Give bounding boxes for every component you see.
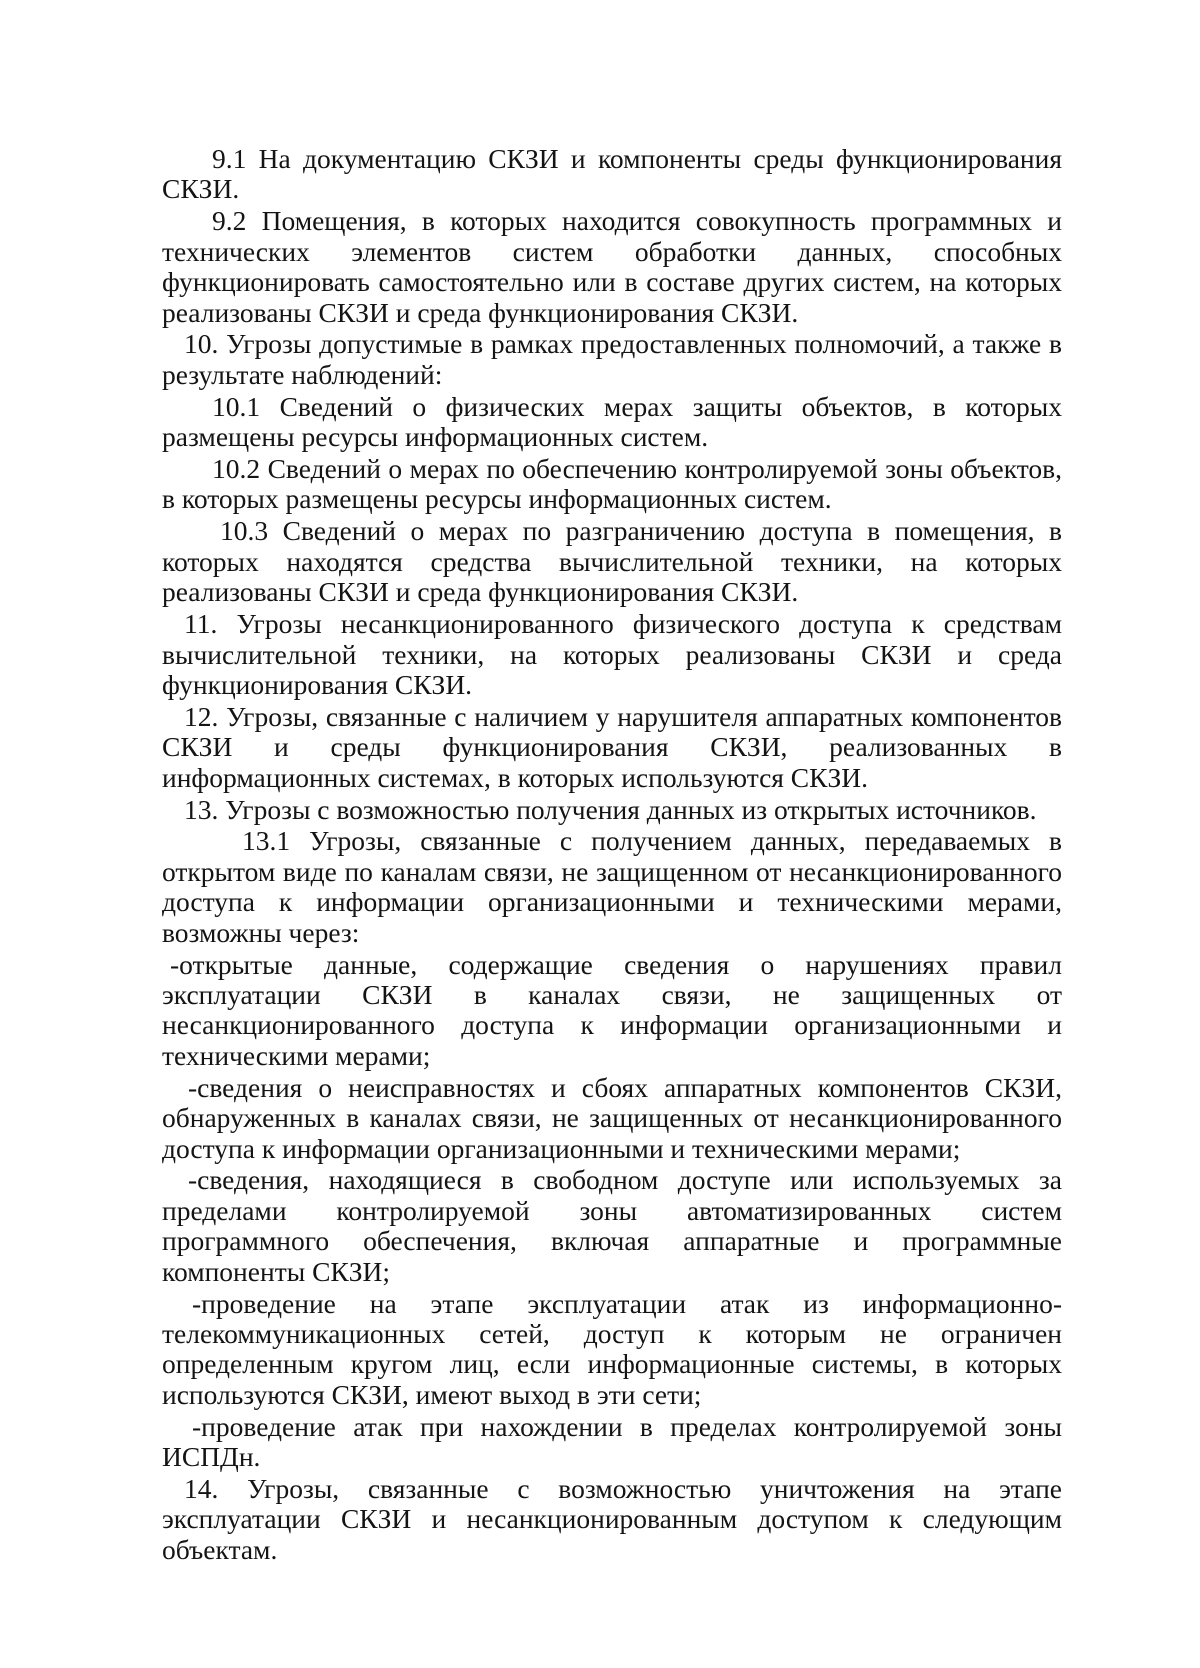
document-page <box>162 144 1062 1567</box>
list-item-controlled-zone-attacks: -проведение атак при нахождении в пределах контролируемой зоны ИСПДн. <box>162 1410 1062 1473</box>
paragraph-13: 13. Угрозы с возможностью получения данных из открытых источников. <box>184 793 1037 825</box>
list-item-network-attacks: -проведение на этапе эксплуатации атак из информационно-телекоммуникационных сетей, доступ к которым не ограничен определенным кругом лиц, если информационные системы, в которых используются СКЗИ, имеют выход в эти сети; <box>162 1287 1062 1410</box>
paragraph-10: 10. Угрозы допустимые в рамках предоставленных полномочий, а также в результате наблюдений: <box>162 328 1062 390</box>
paragraph-9-2: 9.2 Помещения, в которых находится совокупность программных и технических элементов систем обработки данных, способных функционировать самостоятельно или в составе других систем, на которых реализованы СКЗИ и среда функционирования СКЗИ. <box>162 205 1062 328</box>
paragraph-11: 11. Угрозы несанкционированного физического доступа к средствам вычислительной техники, на которых реализованы СКЗИ и среда функционирования СКЗИ. <box>162 608 1062 700</box>
paragraph-10-1: 10.1 Сведений о физических мерах защиты объектов, в которых размещены ресурсы информационных систем. <box>162 390 1062 453</box>
paragraph-12: 12. Угрозы, связанные с наличием у нарушителя аппаратных компонентов СКЗИ и среды функционирования СКЗИ, реализованных в информационных системах, в которых используются СКЗИ. <box>162 700 1062 793</box>
list-item-open-data: -открытые данные, содержащие сведения о нарушениях правил эксплуатации СКЗИ в каналах связи, не защищенных от несанкционированного доступа к информации организационными и техническими мерами; <box>162 948 1062 1071</box>
paragraph-14: 14. Угрозы, связанные с возможностью уничтожения на этапе эксплуатации СКЗИ и несанкционированным доступом к следующим объектам. <box>162 1472 1062 1565</box>
list-item-free-access: -сведения, находящиеся в свободном доступе или используемых за пределами контролируемой зоны автоматизированных систем программного обеспечения, включая аппаратные и программные компоненты СКЗИ; <box>162 1164 1062 1287</box>
paragraph-9-1: 9.1 На документацию СКЗИ и компоненты среды функционирования СКЗИ. <box>162 143 1062 205</box>
list-item-malfunctions: -сведения о неисправностях и сбоях аппаратных компонентов СКЗИ, обнаруженных в каналах связи, не защищенных от несанкционированного доступа к информации организационными и техническими мерами; <box>162 1071 1062 1164</box>
paragraph-10-3: 10.3 Сведений о мерах по разграничению доступа в помещения, в которых находятся средства вычислительной техники, на которых реализованы СКЗИ и среда функционирования СКЗИ. <box>162 515 1062 608</box>
paragraph-10-2: 10.2 Сведений о мерах по обеспечению контролируемой зоны объектов, в которых размещены ресурсы информационных систем. <box>162 453 1062 515</box>
paragraph-13-1: 13.1 Угрозы, связанные с получением данных, передаваемых в открытом виде по каналам связи, не защищенном от несанкционированного доступа к информации организационными и техническими мерами, возможны через: <box>162 825 1062 948</box>
